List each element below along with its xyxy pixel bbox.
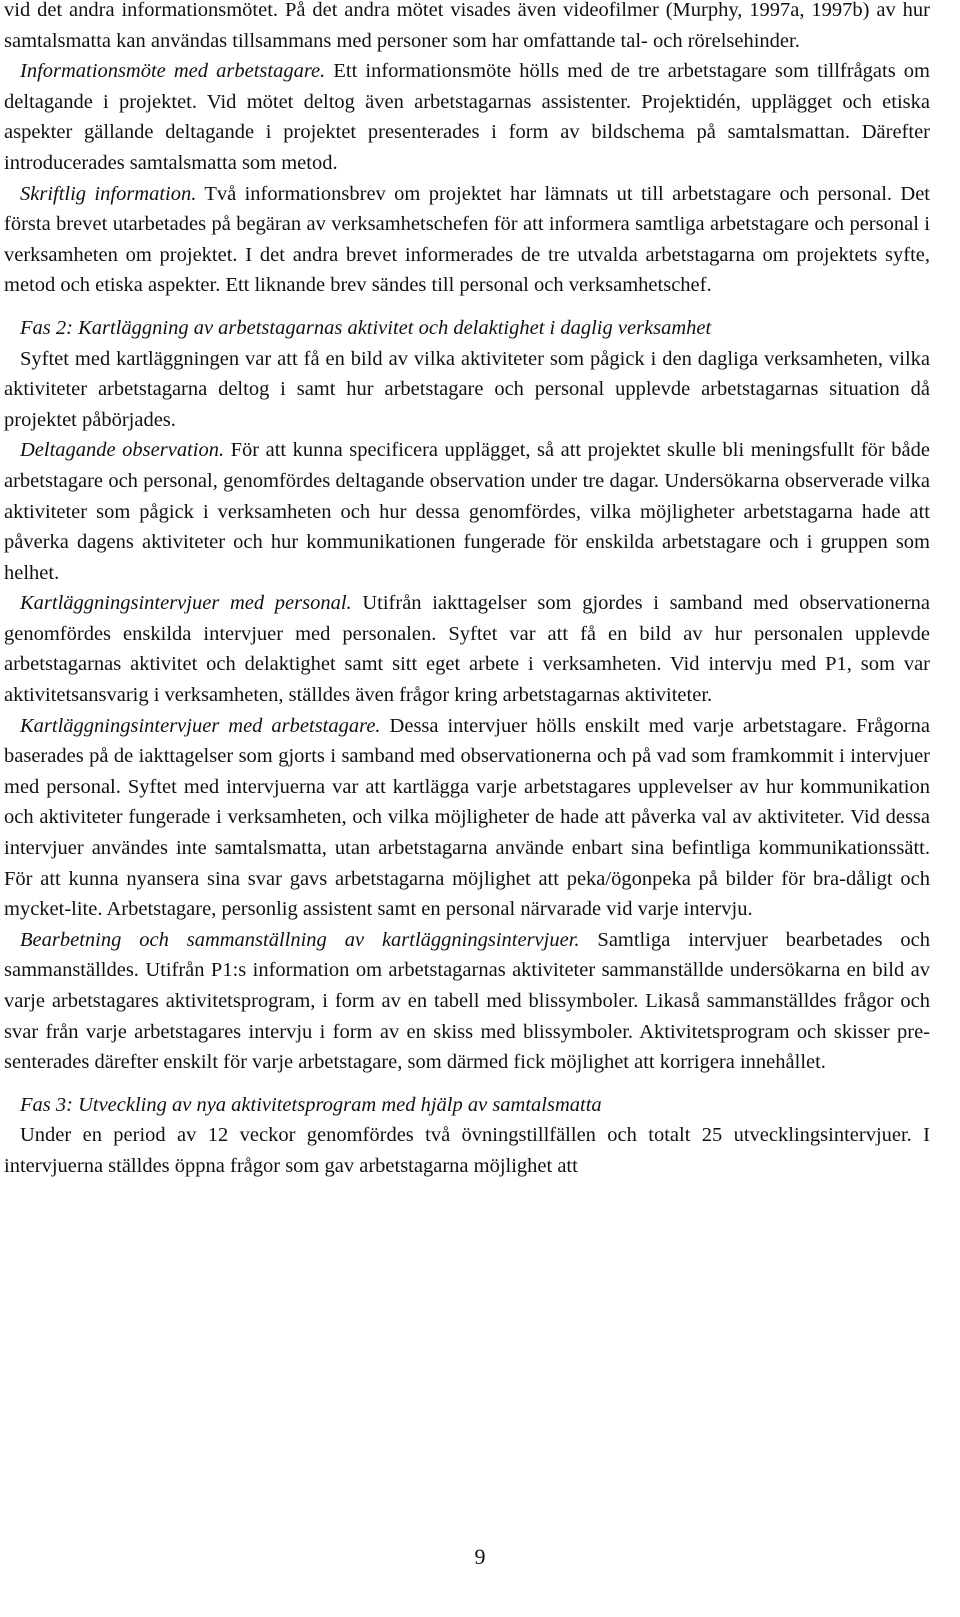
- section-heading-phase-3: Fas 3: Utveckling av nya aktivitetsprogram med hjälp av samtalsmatta: [20, 1093, 602, 1116]
- paragraph-worker-interviews: [4, 711, 930, 925]
- paragraph-text: Syftet med kartläggningen var att få en bild av vilka aktiviteter som pågick i den dagliga verksamheten, vilka aktiviteter arbetstagarna deltog i samt hur arbetstagare och personal upplevde arbetstagarnas situation då projektet påbörjades.: [4, 347, 930, 431]
- paragraph-lead: Informationsmöte med arbetstagare.: [20, 60, 326, 83]
- section-heading-phase-2: Fas 2: Kartläggning av arbetstagarnas aktivitet och delaktighet i daglig verksamhet: [20, 316, 712, 339]
- paragraph-meeting-continued: [4, 0, 930, 56]
- paragraph-staff-interviews: [4, 588, 930, 710]
- paragraph-lead: Kartläggningsintervjuer med arbetstagare.: [20, 714, 381, 737]
- paragraph-lead: Kartläggningsintervjuer med personal.: [20, 592, 352, 615]
- paragraph-text: vid det andra informationsmötet. På det andra mötet visades även videofilmer (Murphy, 1997a, 1997b) av hur samtalsmatta kan användas tillsammans med personer som har omfattande tal- och rörelsehinder.: [4, 0, 930, 52]
- paragraph-text: Samtliga intervjuer bearbetades och sammanställdes. Utifrån P1:s information om arbetstagarnas aktiviteter sammanställde undersökarna en bild av varje arbetstagares aktivitetsprogram, i form av en tabell med blissymboler. Likaså sammanställdes frågor och svar från varje arbetstagares intervju i form av en skiss med blissymboler. Aktivitetsprogram och skisser presenterades därefter enskilt för varje arbetstagare, som därmed fick möjlighet att korrigera innehållet.: [4, 928, 930, 1074]
- paragraph-written-information: [4, 179, 930, 301]
- body-text: [4, 0, 930, 1182]
- paragraph-processing-interviews: [4, 925, 930, 1078]
- paragraph-text: Två informationsbrev om projektet har lämnats ut till arbetstagare och personal. Det första brevet utarbetades på begäran av verksamhetschefen för att informera samtliga arbetstagare och personal i verksamheten om projektet. I det andra brevet informerades de tre utvalda arbetstagarna om projektets syfte, metod och etiska aspekter. Ett liknande brev sändes till personal och verksamhetschef.: [4, 182, 931, 297]
- paragraph-text: Under en period av 12 veckor genomfördes två övningstillfällen och totalt 25 utvecklingsintervjuer. I intervjuerna ställdes öppna frågor som gav arbetstagarna möjlighet att: [4, 1124, 930, 1177]
- paragraph-lead: Deltagande observation.: [20, 439, 225, 462]
- paragraph-text: För att kunna specificera upplägget, så att projektet skulle bli meningsfullt för både arbetstagare och personal, genomfördes deltagande observation under tre dagar. Undersökarna observerade vilka aktiviteter som pågick i verksamheten och hur dessa genomfördes, vilka möjligheter arbetstagarna hade att påverka dagens aktiviteter och hur kommunikationen fungerade för enskilda arbetstagare och i gruppen som helhet.: [4, 439, 930, 584]
- paragraph-text: Utifrån iakttagelser som gjordes i samband med observationerna genomfördes enskilda intervjuer med personalen. Syftet var att få en bild av hur personalen upplevde arbetstagarnas aktivitet och delaktighet samt sitt eget arbete i verksamheten. Vid intervju med P1, som var aktivitetsansvarig i verksamheten, ställdes även frågor kring arbetstagarnas aktiviteter.: [4, 592, 930, 707]
- paragraph-text: Ett informationsmöte hölls med de tre arbetstagare som tillfrågats om deltagande i projektet. Vid mötet deltog även arbetstagarnas assistenter. Projektidén, upplägget och etiska aspekter gällande deltagande i projektet presenterades i form av bildschema på samtalsmattan. Därefter introducerades samtalsmatta som metod.: [4, 60, 930, 174]
- paragraph-info-meeting-workers: [4, 56, 930, 178]
- paragraph-lead: Bearbetning och sammanställning av kartläggningsintervjuer.: [20, 928, 580, 951]
- paragraph-text: Dessa intervjuer hölls enskilt med varje arbetstagare. Frågorna baserades på de iakttagelser som gjorts i samband med observationerna och på vad som framkommit i intervjuer med personal. Syftet med intervjuerna var att kartlägga varje arbetstagares upplevelser av hur kommunikation och aktiviteter fungerade i verksamheten, och vilka möjligheter de hade att påverka val av aktiviteter. Vid dessa intervjuer användes inte samtalsmatta, utan arbetstagarna använde enbart sina befintliga kommunikationssätt. För att kunna nyansera sina svar gavs arbetstagarna möjlighet att peka/ögonpeka på bilder för bra-dåligt och mycket-lite. Arbetstagare, personlig assistent samt en personal närvarade vid varje intervju.: [4, 714, 930, 921]
- page-number: 9: [474, 1544, 486, 1569]
- paragraph-development-interviews: [4, 1120, 930, 1181]
- paragraph-participant-observation: [4, 435, 930, 588]
- paragraph-survey-purpose: [4, 344, 930, 436]
- paragraph-lead: Skriftlig information.: [20, 182, 197, 205]
